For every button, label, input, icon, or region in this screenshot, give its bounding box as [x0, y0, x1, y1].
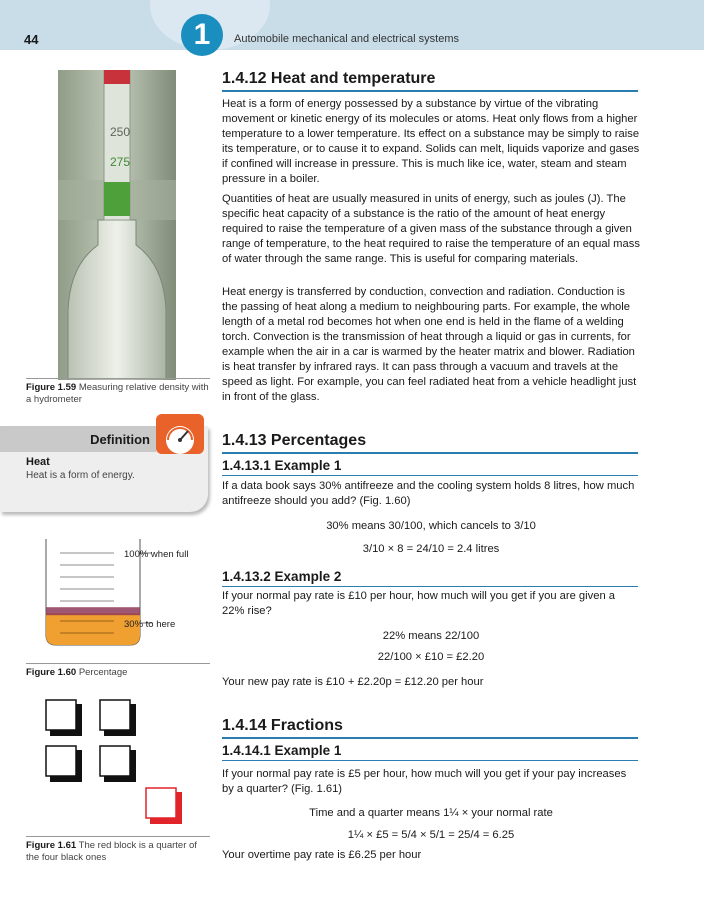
green-scale-band — [104, 182, 130, 216]
figure-caption-1-60 — [26, 663, 210, 679]
black-block — [46, 700, 82, 736]
label-full: 100% when full — [124, 549, 189, 560]
label-level: 30% to here — [124, 619, 176, 630]
running-title: Automobile mechanical and electrical systems — [234, 33, 459, 45]
liquid-meniscus — [46, 607, 140, 615]
calculation-line: 1¼ × £5 = 5/4 × 5/1 = 25/4 = 6.25 — [347, 829, 515, 841]
hydrometer-photo — [58, 70, 176, 380]
figure-caption-1-61 — [26, 836, 210, 864]
calculation-line: 3/10 × 8 = 24/10 = 2.4 litres — [362, 543, 500, 555]
paragraph: Quantities of heat are usually measured in units of energy, such as joules (J). The specific heat capacity of a substance is the ratio of the amount of heat energy required to raise the temperature of a given mass of the substance through a given range of temperature, to the heat required to raise the temperature of an equal mass of water through the same range. This is useful for comparing materials. — [222, 193, 640, 265]
subsection-title: 1.4.14.1 Example 1 — [222, 743, 638, 761]
section-title-heat: 1.4.12 Heat and temperature — [222, 70, 638, 92]
black-block — [100, 700, 136, 736]
scale-mark-250: 250 — [110, 125, 131, 139]
red-block — [146, 788, 182, 824]
definition-text: Heat is a form of energy. — [26, 470, 135, 481]
subsection-title: 1.4.13.1 Example 1 — [222, 458, 638, 476]
chapter-badge: 1 — [181, 14, 223, 56]
blocks-diagram — [44, 698, 194, 834]
result-line: Your new pay rate is £10 + £2.20p = £12.20 per hour — [222, 676, 484, 688]
paragraph: If a data book says 30% antifreeze and the cooling system holds 8 litres, how much antifreeze should you add? (Fig. 1.60) — [222, 480, 635, 507]
black-block — [100, 746, 136, 782]
gauge-icon — [156, 414, 204, 454]
calculation-line: 22% means 22/100 — [382, 630, 480, 642]
red-scale-band — [104, 70, 130, 84]
beaker-diagram — [40, 535, 210, 655]
paragraph: Heat energy is transferred by conduction, convection and radiation. Conduction is the passing of heat along a medium to neighbouring parts. For example, the whole length of a metal rod becomes hot when one end is held in the flame of a welding torch. Convection is the transmission of heat through a liquid or gas in currents, for example when the air in a car is warmed by the heater matrix and blower. Radiation is heat transfer by infrared rays. It can pass through a vacuum and travels at the speed as light. For example, you can feel radiated heat from a vehicle headlight just in front of the glass. — [222, 286, 637, 403]
calculation-line: 22/100 × £10 = £2.20 — [377, 651, 485, 663]
figure-label: Figure 1.61 — [26, 840, 77, 851]
figure-label: Figure 1.60 — [26, 667, 77, 678]
figure-caption-1-59 — [26, 378, 210, 406]
figure-label: Figure 1.59 — [26, 382, 77, 393]
black-block — [46, 746, 82, 782]
figure-caption-text: Measuring relative density with a hydrometer — [26, 382, 209, 405]
scale-mark-275: 275 — [110, 155, 131, 169]
calculation-line: 30% means 30/100, which cancels to 3/10 — [326, 520, 536, 532]
figure-caption-text: Percentage — [78, 667, 128, 678]
paragraph: Heat is a form of energy possessed by a substance by virtue of the vibrating movement or kinetic energy of its molecules or atoms. Heat only flows from a higher temperature to a lower temperature. Its effect on a substance may be simply to raise its temperature, or to cause it to expand. Solids can melt, liquids vaporize and gases if confined will increase in pressure. This is much like ice, water, steam and steam pressure in a boiler. — [222, 98, 640, 185]
section-title-fractions: 1.4.14 Fractions — [222, 717, 638, 739]
definition-title: Definition — [90, 432, 150, 447]
calculation-line: Time and a quarter means 1¼ × your normal rate — [309, 807, 553, 819]
paragraph: If your normal pay rate is £5 per hour, how much will you get if your pay increases by a quarter? (Fig. 1.61) — [222, 768, 627, 795]
paragraph: If your normal pay rate is £10 per hour, how much will you get if you are given a 22% rise? — [222, 590, 616, 617]
result-line: Your overtime pay rate is £6.25 per hour — [222, 849, 422, 861]
subsection-title: 1.4.13.2 Example 2 — [222, 569, 638, 587]
figure-caption-text: The red block is a quarter of the four black ones — [26, 840, 197, 863]
page-number: 44 — [24, 32, 39, 47]
section-title-percentages: 1.4.13 Percentages — [222, 432, 638, 454]
definition-term: Heat — [26, 456, 50, 468]
